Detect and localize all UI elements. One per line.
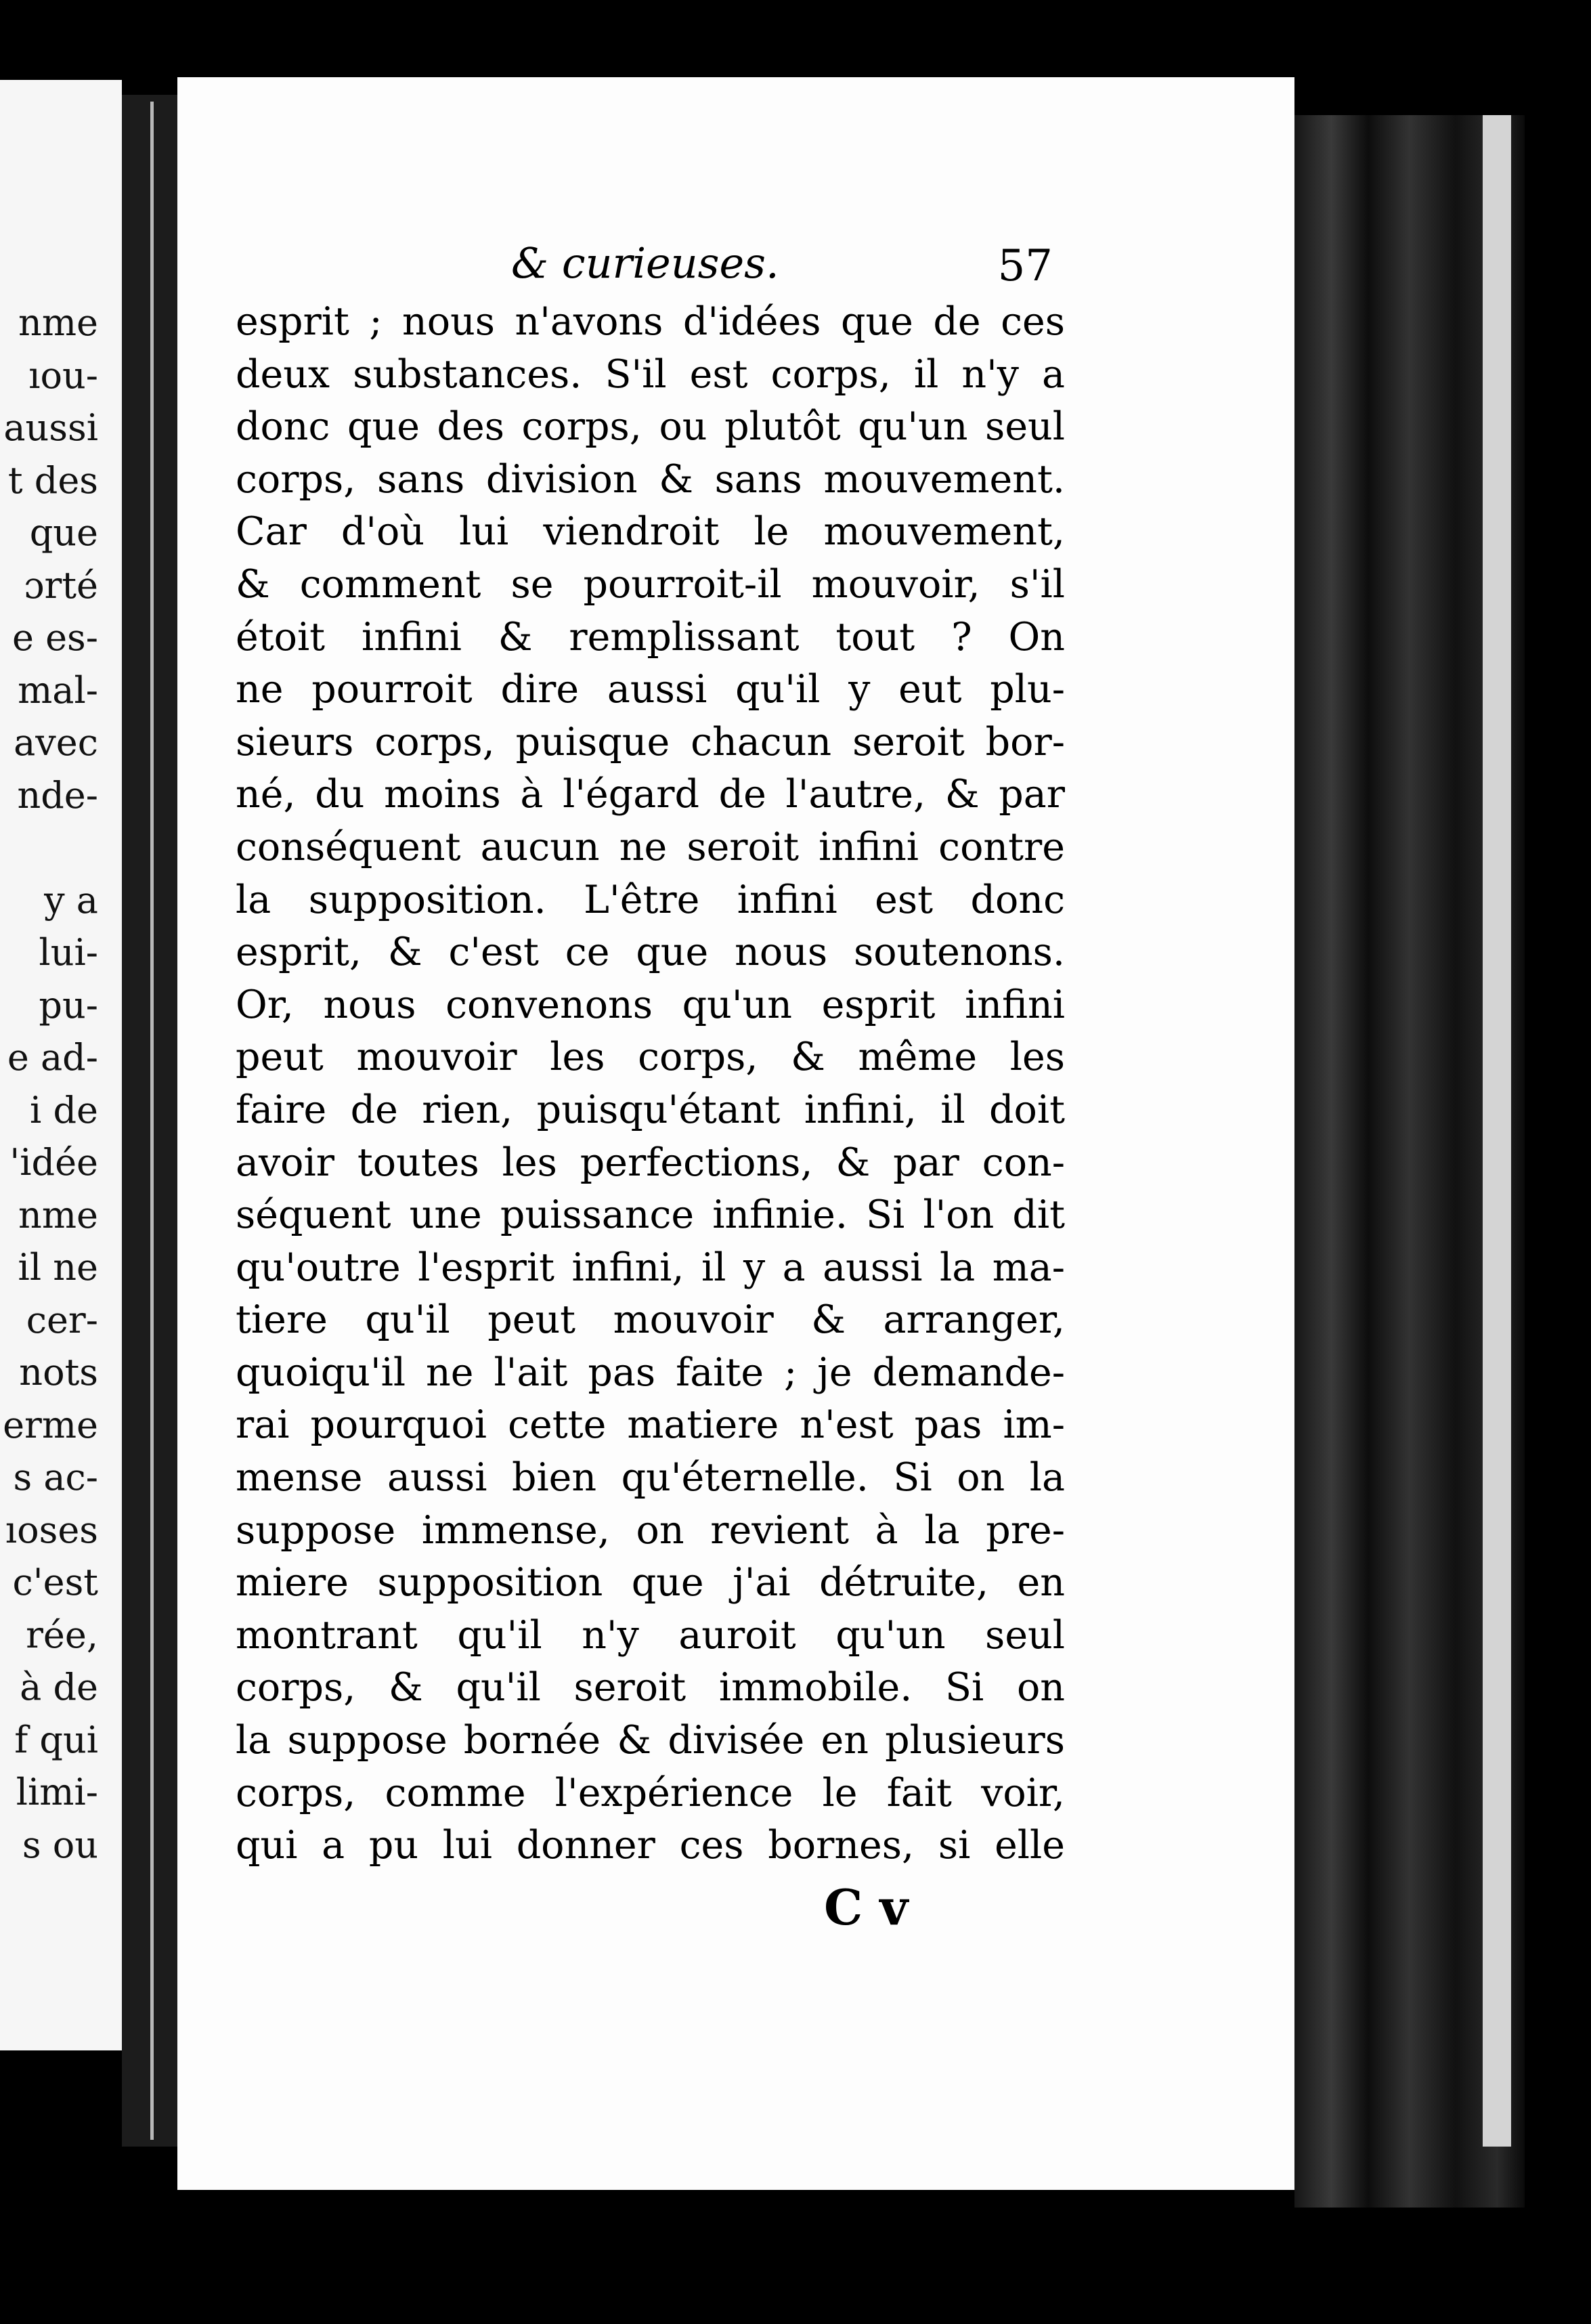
left-line: lui- bbox=[39, 931, 98, 974]
text-line: montrant qu'il n'y auroit qu'un seul bbox=[236, 1612, 1065, 1658]
text-line: corps, sans division & sans mouvement. bbox=[236, 456, 1065, 502]
left-page-text bbox=[0, 297, 118, 1871]
left-line: nme bbox=[18, 1193, 98, 1236]
left-line: pu- bbox=[39, 983, 98, 1027]
text-line: séquent une puissance infinie. Si l'on dit bbox=[236, 1192, 1065, 1238]
left-line: e ad- bbox=[7, 1036, 98, 1079]
text-line: qu'outre l'esprit infini, il y a aussi la ma- bbox=[236, 1245, 1065, 1290]
page-edge-strip bbox=[1483, 115, 1511, 2147]
text-line: né, du moins à l'égard de l'autre, & par bbox=[236, 772, 1065, 817]
text-line: étoit infini & remplissant tout ? On bbox=[236, 614, 1065, 660]
left-line bbox=[0, 821, 118, 874]
text-line: deux substances. S'il est corps, il n'y a bbox=[236, 351, 1065, 397]
text-line: avoir toutes les perfections, & par con- bbox=[236, 1140, 1065, 1185]
text-line: & comment se pourroit-il mouvoir, s'il bbox=[236, 561, 1065, 607]
left-line: ıou- bbox=[28, 353, 98, 397]
text-line: Or, nous convenons qu'un esprit infini bbox=[236, 982, 1065, 1027]
text-line: miere supposition que j'ai détruite, en bbox=[236, 1560, 1065, 1606]
left-line: avec bbox=[14, 721, 98, 764]
text-line: suppose immense, on revient à la pre- bbox=[236, 1507, 1065, 1553]
left-line: nme bbox=[18, 301, 98, 344]
left-line: que bbox=[29, 511, 98, 554]
text-line: ne pourroit dire aussi qu'il y eut plu- bbox=[236, 667, 1065, 712]
text-line: esprit, & c'est ce que nous soutenons. bbox=[236, 930, 1065, 975]
text-line: corps, comme l'expérience le fait voir, bbox=[236, 1770, 1065, 1815]
gutter-highlight bbox=[150, 102, 154, 2140]
text-line: quoiqu'il ne l'ait pas faite ; je demande- bbox=[236, 1350, 1065, 1395]
text-line: tiere qu'il peut mouvoir & arranger, bbox=[236, 1297, 1065, 1343]
left-line: ɔrté bbox=[24, 563, 98, 607]
text-line: corps, & qu'il seroit immobile. Si on bbox=[236, 1665, 1065, 1710]
left-line: y a bbox=[44, 878, 98, 922]
signature-mark: C v bbox=[824, 1878, 909, 1936]
left-line: à de bbox=[20, 1666, 98, 1708]
left-line: nots bbox=[19, 1351, 98, 1394]
text-line: la supposition. L'être infini est donc bbox=[236, 877, 1065, 922]
left-line: nde- bbox=[17, 773, 98, 817]
text-line: rai pourquoi cette matiere n'est pas im- bbox=[236, 1402, 1065, 1448]
left-line: il ne bbox=[18, 1246, 98, 1289]
left-line: s ac- bbox=[13, 1456, 98, 1499]
body-text bbox=[236, 296, 1065, 1872]
page-number: 57 bbox=[997, 241, 1053, 291]
text-line: conséquent aucun ne seroit infini contre bbox=[236, 824, 1065, 869]
left-line: aussi bbox=[3, 406, 98, 449]
left-line: i de bbox=[30, 1088, 98, 1132]
text-line: Car d'où lui viendroit le mouvement, bbox=[236, 509, 1065, 555]
left-line: e es- bbox=[12, 616, 98, 659]
left-line: erme bbox=[3, 1403, 98, 1446]
left-line: 'idée bbox=[9, 1141, 98, 1184]
text-line: esprit ; nous n'avons d'idées que de ces bbox=[236, 299, 1065, 344]
text-line: mense aussi bien qu'éternelle. Si on la bbox=[236, 1455, 1065, 1501]
text-line: la suppose bornée & divisée en plusieurs bbox=[236, 1718, 1065, 1763]
left-line: f qui bbox=[14, 1718, 98, 1761]
text-line: donc que des corps, ou plutôt qu'un seul bbox=[236, 404, 1065, 450]
page-header bbox=[511, 238, 1053, 299]
text-line: qui a pu lui donner ces bornes, si elle bbox=[236, 1823, 1065, 1868]
left-page bbox=[0, 80, 122, 2050]
text-line: faire de rien, puisqu'étant infini, il doit bbox=[236, 1087, 1065, 1132]
running-head: & curieuses. bbox=[511, 238, 779, 288]
left-line: rée, bbox=[26, 1613, 98, 1656]
left-line: cer- bbox=[26, 1298, 98, 1341]
left-line: s ou bbox=[22, 1823, 98, 1866]
text-line: sieurs corps, puisque chacun seroit bor- bbox=[236, 719, 1065, 765]
left-line: c'est bbox=[12, 1561, 98, 1604]
left-line: mal- bbox=[18, 668, 98, 712]
left-line: t des bbox=[7, 458, 98, 502]
left-line: limi- bbox=[16, 1771, 98, 1813]
text-line: peut mouvoir les corps, & même les bbox=[236, 1035, 1065, 1080]
left-line: ıoses bbox=[5, 1508, 98, 1551]
